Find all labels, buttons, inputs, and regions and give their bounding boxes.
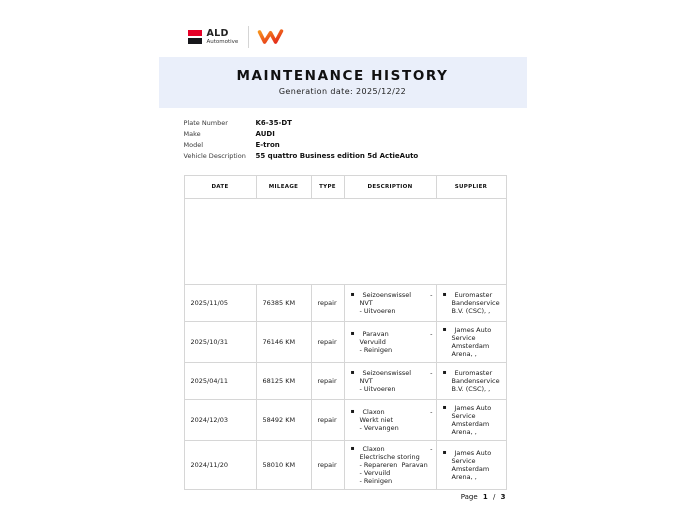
table-row bbox=[184, 363, 506, 400]
column-header-date: DATE bbox=[184, 176, 256, 199]
bullet-icon: ▪ bbox=[350, 330, 355, 337]
cell-mileage: 76146 KM bbox=[256, 322, 311, 363]
cell-date: 2025/04/11 bbox=[184, 363, 256, 400]
detail-label: Vehicle Description bbox=[183, 152, 246, 160]
table-row bbox=[184, 400, 506, 441]
table-row bbox=[184, 441, 506, 490]
column-header-description: DESCRIPTION bbox=[344, 176, 436, 199]
bullet-icon: ▪ bbox=[442, 291, 447, 298]
cell-date: 2025/11/05 bbox=[184, 285, 256, 322]
column-header-mileage: MILEAGE bbox=[256, 176, 311, 199]
column-header-supplier: SUPPLIER bbox=[436, 176, 506, 199]
cell-mileage: 68125 KM bbox=[256, 363, 311, 400]
brand-name: ALD bbox=[206, 28, 229, 39]
cell-description: ▪ Seizoenswissel - NVT - Uitvoeren bbox=[344, 285, 436, 322]
detail-label: Model bbox=[183, 141, 204, 149]
cell-mileage: 76385 KM bbox=[256, 285, 311, 322]
cell-description: ▪ Paravan - Vervuild - Reinigen bbox=[344, 322, 436, 363]
cell-type: repair bbox=[311, 400, 344, 441]
cell-type: repair bbox=[311, 285, 344, 322]
bullet-icon: ▪ bbox=[350, 369, 355, 376]
page-label: Page bbox=[460, 493, 478, 501]
detail-value: E-tron bbox=[255, 141, 280, 149]
title-banner bbox=[159, 57, 527, 108]
logo-divider bbox=[248, 26, 249, 48]
cell-type: repair bbox=[311, 441, 344, 490]
cell-date: 2025/10/31 bbox=[184, 322, 256, 363]
bullet-icon: ▪ bbox=[442, 404, 447, 411]
page-total: 3 bbox=[500, 493, 506, 501]
detail-value: AUDI bbox=[255, 130, 275, 138]
detail-value: 55 quattro Business edition 5d ActieAuto bbox=[255, 152, 419, 160]
empty-spacer-row bbox=[184, 199, 506, 285]
bullet-icon: ▪ bbox=[442, 326, 447, 333]
cell-mileage: 58492 KM bbox=[256, 400, 311, 441]
detail-label: Plate Number bbox=[183, 119, 228, 127]
bullet-icon: ▪ bbox=[442, 369, 447, 376]
column-header-type: TYPE bbox=[311, 176, 344, 199]
detail-row-plate bbox=[184, 119, 527, 130]
cell-supplier: ▪ James Auto Service Amsterdam Arena, , bbox=[436, 400, 506, 441]
cell-supplier: ▪ James Auto Service Amsterdam Arena, , bbox=[436, 322, 506, 363]
bullet-icon: ▪ bbox=[350, 445, 355, 452]
cell-description: ▪ Claxon - Werkt niet - Vervangen bbox=[344, 400, 436, 441]
cell-date: 2024/12/03 bbox=[184, 400, 256, 441]
page-title: MAINTENANCE HISTORY bbox=[236, 68, 449, 84]
detail-row-make bbox=[184, 130, 527, 141]
ald-logo-icon bbox=[188, 30, 202, 44]
page-indicator bbox=[184, 493, 506, 501]
cell-type: repair bbox=[311, 322, 344, 363]
detail-value: K6-35-DT bbox=[255, 119, 292, 127]
bullet-icon: ▪ bbox=[350, 291, 355, 298]
cell-supplier: ▪ Euromaster Bandenservice B.V. (CSC), , bbox=[436, 363, 506, 400]
cell-description: ▪ Claxon - Electrische storing - Repareren Paravan - Vervuild - Reinigen bbox=[344, 441, 436, 490]
generation-date: Generation date: 2025/12/22 bbox=[278, 87, 407, 96]
page-current: 1 bbox=[482, 493, 488, 501]
detail-row-description bbox=[184, 152, 527, 163]
partner-w-logo-icon bbox=[257, 28, 284, 46]
table-header-row bbox=[184, 176, 506, 199]
document-page bbox=[159, 0, 527, 501]
vehicle-details bbox=[184, 119, 527, 163]
bullet-icon: ▪ bbox=[350, 408, 355, 415]
cell-mileage: 58010 KM bbox=[256, 441, 311, 490]
brand-subtitle: Automotive bbox=[206, 38, 239, 45]
detail-label: Make bbox=[183, 130, 201, 138]
table-row bbox=[184, 322, 506, 363]
cell-supplier: ▪ James Auto Service Amsterdam Arena, , bbox=[436, 441, 506, 490]
logo-row bbox=[188, 25, 527, 49]
bullet-icon: ▪ bbox=[442, 449, 447, 456]
page-separator: / bbox=[493, 493, 496, 501]
cell-supplier: ▪ Euromaster Bandenservice B.V. (CSC), , bbox=[436, 285, 506, 322]
cell-type: repair bbox=[311, 363, 344, 400]
table-row bbox=[184, 285, 506, 322]
cell-date: 2024/11/20 bbox=[184, 441, 256, 490]
detail-row-model bbox=[184, 141, 527, 152]
cell-description: ▪ Seizoenswissel - NVT - Uitvoeren bbox=[344, 363, 436, 400]
brand-text bbox=[207, 29, 239, 45]
maintenance-table bbox=[184, 175, 507, 490]
